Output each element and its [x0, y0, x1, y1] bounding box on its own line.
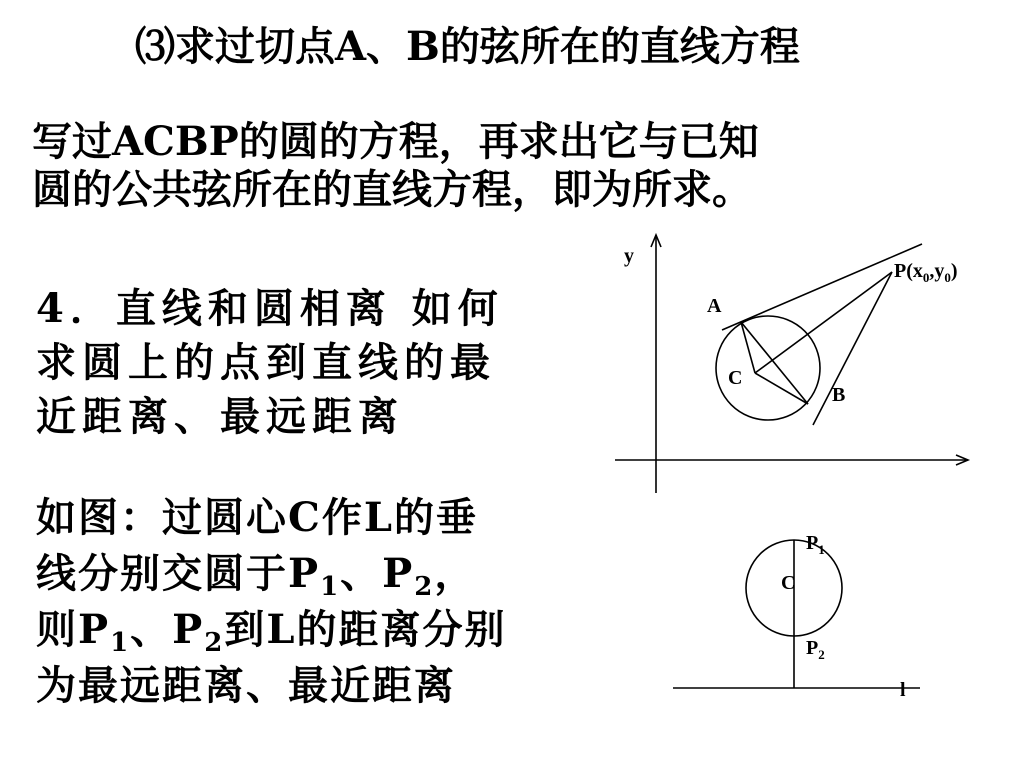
point-p-label: $P(x_0,y_0)$ — [894, 260, 958, 285]
explanation-text: 、P — [130, 606, 205, 653]
subscript: 2 — [204, 628, 225, 658]
section-4-line-1: 4．直线和圆相离 如何 — [36, 285, 504, 332]
paragraph-line-1: 写过ACBP的圆的方程，再求出它与已知 — [32, 118, 759, 165]
explanation-text: 线分别交圆于P — [36, 550, 321, 597]
y-axis-label: y — [624, 245, 634, 267]
paragraph-line-2: 圆的公共弦所在的直线方程，即为所求。 — [32, 166, 752, 213]
section-4-line-3: 近距离、最远距离 — [36, 393, 404, 440]
point-b-label: B — [832, 384, 846, 406]
line-l-label: l — [900, 679, 906, 701]
section-4-line-2: 求圆上的点到直线的最 — [36, 339, 496, 386]
explanation-text: 到L的距离分别 — [224, 606, 507, 653]
subscript: 2 — [414, 572, 435, 602]
point-p2-label: $P_2$ — [806, 637, 825, 662]
subscript: 1 — [320, 572, 341, 602]
tangent-line-pb — [813, 272, 892, 425]
figure-distance — [673, 540, 920, 688]
point-p1-label: $P_1$ — [806, 532, 825, 557]
subscript: 1 — [110, 628, 131, 658]
point-c-label: C — [728, 367, 743, 389]
segment-ab — [741, 322, 808, 404]
explanation-line-1: 如图：过圆心C作L的垂 — [36, 494, 478, 541]
explanation-text: 则P — [36, 606, 111, 653]
explanation-text: 、P — [340, 550, 415, 597]
tangent-line-pa — [722, 244, 922, 330]
explanation-text: ， — [434, 550, 477, 597]
segment-cb — [755, 373, 808, 404]
point-a-label: A — [707, 295, 722, 317]
explanation-line-4: 为最远距离、最近距离 — [36, 662, 456, 709]
point-c2-label: C — [781, 572, 796, 594]
heading: ⑶求过切点A、B的弦所在的直线方程 — [135, 23, 800, 70]
